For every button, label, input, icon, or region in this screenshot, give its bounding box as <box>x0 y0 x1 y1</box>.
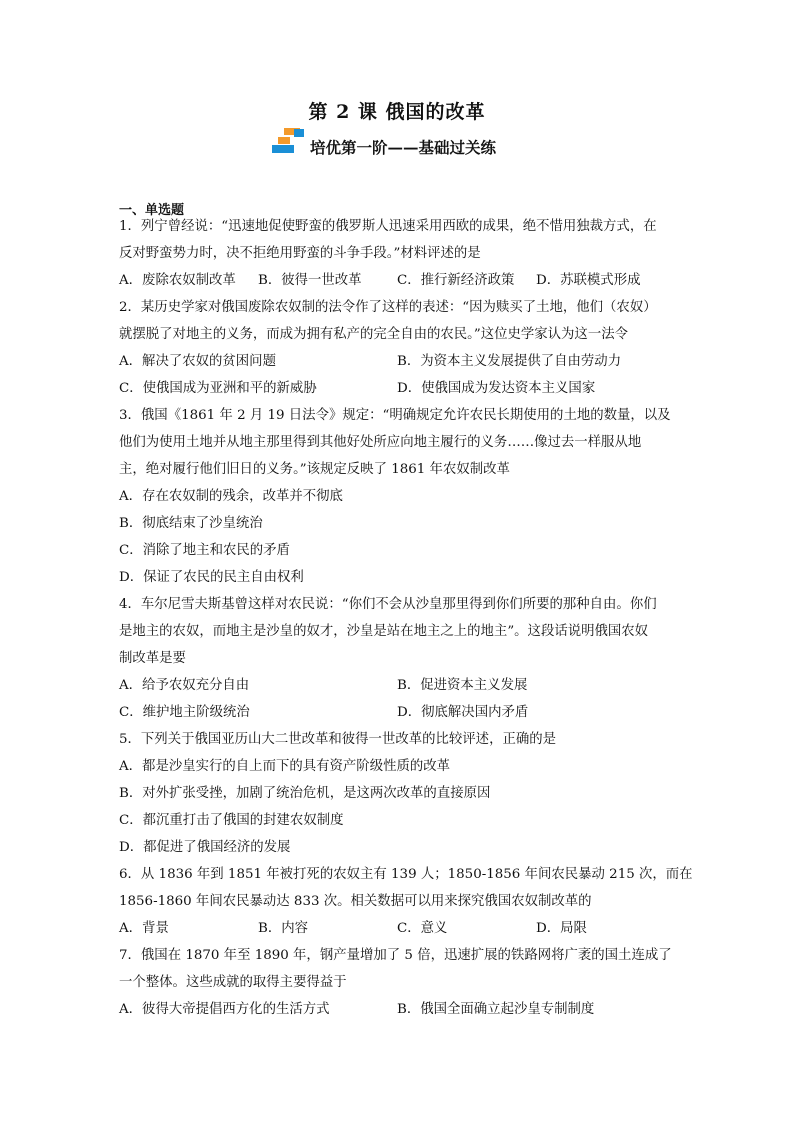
question-5-line-1: 5．下列关于俄国亚历山大二世改革和彼得一世改革的比较评述，正确的是 <box>119 732 557 747</box>
question-4-line-3: 制改革是要 <box>119 651 186 666</box>
question-4-option-c: C．维护地主阶级统治 <box>119 705 250 720</box>
question-6-line-2: 1856-1860 年间农民暴动达 833 次。相关数据可以用来探究俄国农奴制改革的 <box>119 894 592 909</box>
subtitle-block <box>272 128 572 158</box>
question-2-option-a: A．解决了农奴的贫困问题 <box>119 354 276 369</box>
question-4-line-1: 4．车尔尼雪夫斯基曾这样对农民说：“你们不会从沙皇那里得到你们所要的那种自由。你们 <box>119 597 657 612</box>
question-4-option-a: A．给予农奴充分自由 <box>119 678 250 693</box>
page-subtitle: 培优第一阶——基础过关练 <box>310 138 497 157</box>
question-3-line-3: 主，绝对履行他们旧日的义务。”该规定反映了 1861 年农奴制改革 <box>119 462 510 477</box>
page-title: 第 2 课 俄国的改革 <box>308 101 486 123</box>
question-1-option-c: C．推行新经济政策 <box>397 273 515 288</box>
question-2-line-2: 就摆脱了对地主的义务，而成为拥有私产的完全自由的农民。”这位史学家认为这一法令 <box>119 327 628 342</box>
question-1-option-d: D．苏联模式形成 <box>536 273 641 288</box>
stacked-blocks-logo-icon <box>272 128 308 154</box>
question-6-option-b: B．内容 <box>258 921 309 936</box>
question-2-option-d: D．使俄国成为发达资本主义国家 <box>397 381 596 396</box>
question-3-option-c: C．消除了地主和农民的矛盾 <box>119 543 290 558</box>
question-1-option-a: A．废除农奴制改革 <box>119 273 236 288</box>
question-1-option-b: B．彼得一世改革 <box>258 273 362 288</box>
question-5-option-d: D．都促进了俄国经济的发展 <box>119 840 291 855</box>
question-1-line-1: 1．列宁曾经说：“迅速地促使野蛮的俄罗斯人迅速采用西欧的成果，绝不惜用独裁方式，在 <box>119 219 657 234</box>
question-6-option-a: A．背景 <box>119 921 169 936</box>
question-7-line-1: 7．俄国在 1870 年至 1890 年，钢产量增加了 5 倍，迅速扩展的铁路网将广袤的国土连成了 <box>119 948 672 963</box>
question-7-line-2: 一个整体。这些成就的取得主要得益于 <box>119 975 347 990</box>
question-5-option-a: A．都是沙皇实行的自上而下的具有资产阶级性质的改革 <box>119 759 451 774</box>
question-3-option-b: B．彻底结束了沙皇统治 <box>119 516 263 531</box>
question-6-option-d: D．局限 <box>536 921 587 936</box>
question-2-option-b: B．为资本主义发展提供了自由劳动力 <box>397 354 622 369</box>
question-5-option-c: C．都沉重打击了俄国的封建农奴制度 <box>119 813 344 828</box>
question-4-option-d: D．彻底解决国内矛盾 <box>397 705 529 720</box>
question-3-line-2: 他们为使用土地并从地主那里得到其他好处所应向地主履行的义务……像过去一样服从地 <box>119 435 642 450</box>
question-2-option-c: C．使俄国成为亚洲和平的新威胁 <box>119 381 317 396</box>
question-5-option-b: B．对外扩张受挫，加剧了统治危机，是这两次改革的直接原因 <box>119 786 491 801</box>
question-7-option-b: B．俄国全面确立起沙皇专制制度 <box>397 1002 595 1017</box>
question-6-option-c: C．意义 <box>397 921 448 936</box>
section-heading: 一、单选题 <box>119 203 185 218</box>
question-6-line-1: 6．从 1836 年到 1851 年被打死的农奴主有 139 人；1850-1856 年间农民暴动 215 次，而在 <box>119 867 693 882</box>
question-4-option-b: B．促进资本主义发展 <box>397 678 528 693</box>
question-3-option-a: A．存在农奴制的残余，改革并不彻底 <box>119 489 343 504</box>
question-4-line-2: 是地主的农奴，而地主是沙皇的奴才，沙皇是站在地主之上的地主”。这段话说明俄国农奴 <box>119 624 649 639</box>
question-3-option-d: D．保证了农民的民主自由权利 <box>119 570 304 585</box>
question-2-line-1: 2．某历史学家对俄国废除农奴制的法令作了这样的表述：“因为赎买了土地，他们（农奴） <box>119 300 657 315</box>
question-1-line-2: 反对野蛮势力时，决不拒绝用野蛮的斗争手段。”材料评述的是 <box>119 246 481 261</box>
question-3-line-1: 3．俄国《1861 年 2 月 19 日法令》规定：“明确规定允许农民长期使用的土地的数量，以及 <box>119 408 671 423</box>
question-7-option-a: A．彼得大帝提倡西方化的生活方式 <box>119 1002 330 1017</box>
